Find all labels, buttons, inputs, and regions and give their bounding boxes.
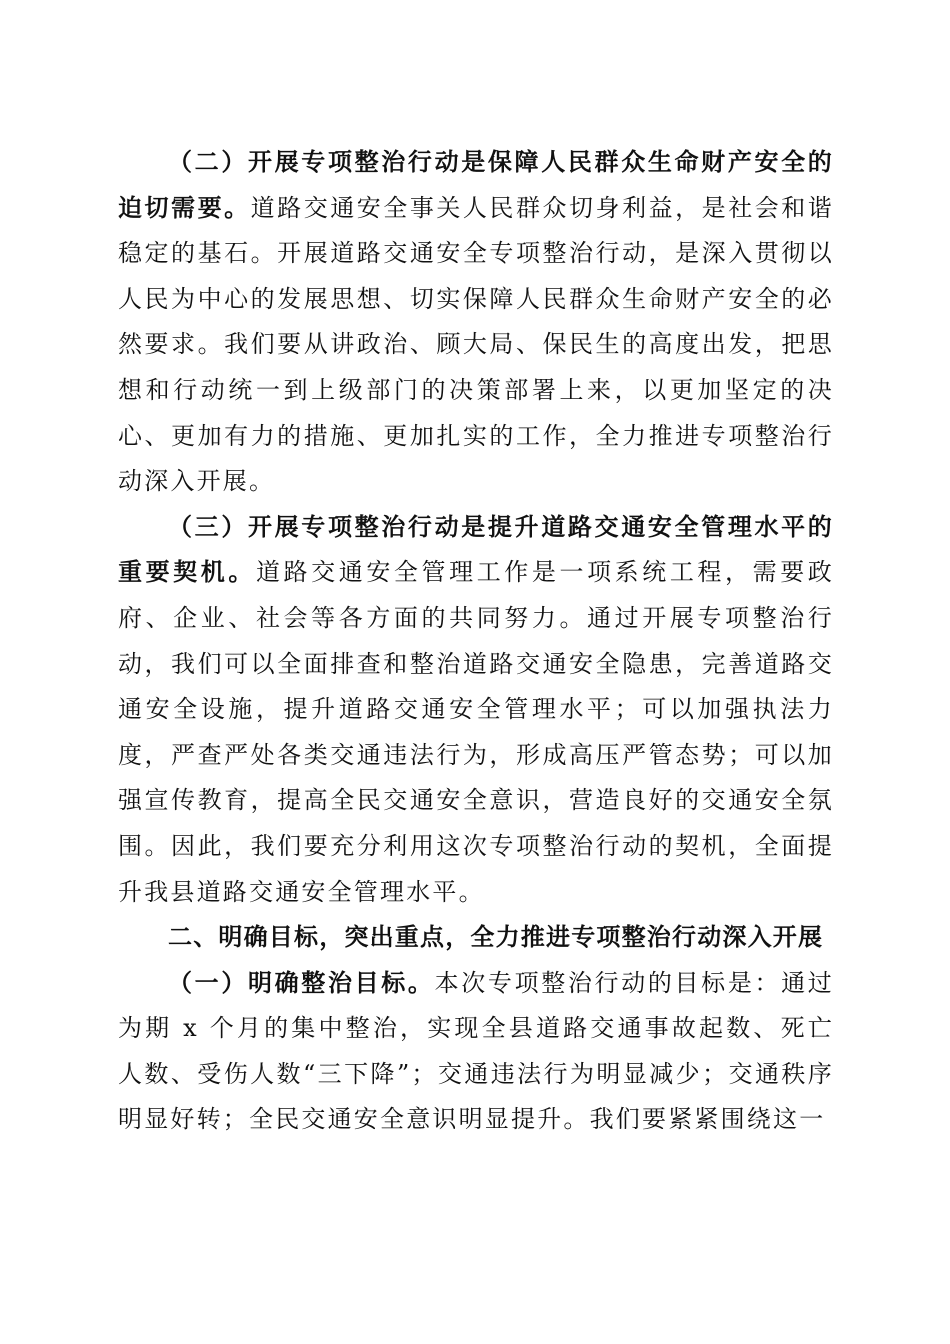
paragraph-3-lead: （三）开展专项整治行动是提升道路交通安全管理水平的重要契机。 [118,512,834,587]
paragraph-2-lead: （二）开展专项整治行动是保障人民群众生命财产安全的迫切需要。 [118,148,834,222]
paragraph-2 [118,140,834,505]
subsection-1 [118,961,834,1143]
paragraph-2-body: 道路交通安全事关人民群众切身利益，是社会和谐稳定的基石。开展道路交通安全专项整治行动，是深入贯彻以人民为中心的发展思想、切实保障人民群众生命财产安全的必然要求。我们要从讲政治、顾大局、保民生的高度出发，把思想和行动统一到上级部门的决策部署上来，以更加坚定的决心、更加有力的措施、更加扎实的工作，全力推进专项整治行动深入开展。 [118,193,834,496]
document-body [118,140,834,1143]
paragraph-3-body: 道路交通安全管理工作是一项系统工程，需要政府、企业、社会等各方面的共同努力。通过开展专项整治行动，我们可以全面排查和整治道路交通安全隐患，完善道路交通安全设施，提升道路交通安全管理水平；可以加强执法力度，严查严处各类交通违法行为，形成高压严管态势；可以加强宣传教育，提高全民交通安全意识，营造良好的交通安全氛围。因此，我们要充分利用这次专项整治行动的契机，全面提升我县道路交通安全管理水平。 [118,558,835,906]
paragraph-3 [118,505,834,915]
subsection-1-body: 本次专项整治行动的目标是：通过为期 x 个月的集中整治，实现全县道路交通事故起数、死亡人数、受伤人数“三下降”；交通违法行为明显减少；交通秩序明显好转；全民交通安全意识明显提升。我们要紧紧围绕这一 [118,968,835,1134]
section-heading: 二、明确目标，突出重点，全力推进专项整治行动深入开展 [168,923,824,952]
subsection-1-lead: （一）明确整治目标。 [168,968,435,997]
